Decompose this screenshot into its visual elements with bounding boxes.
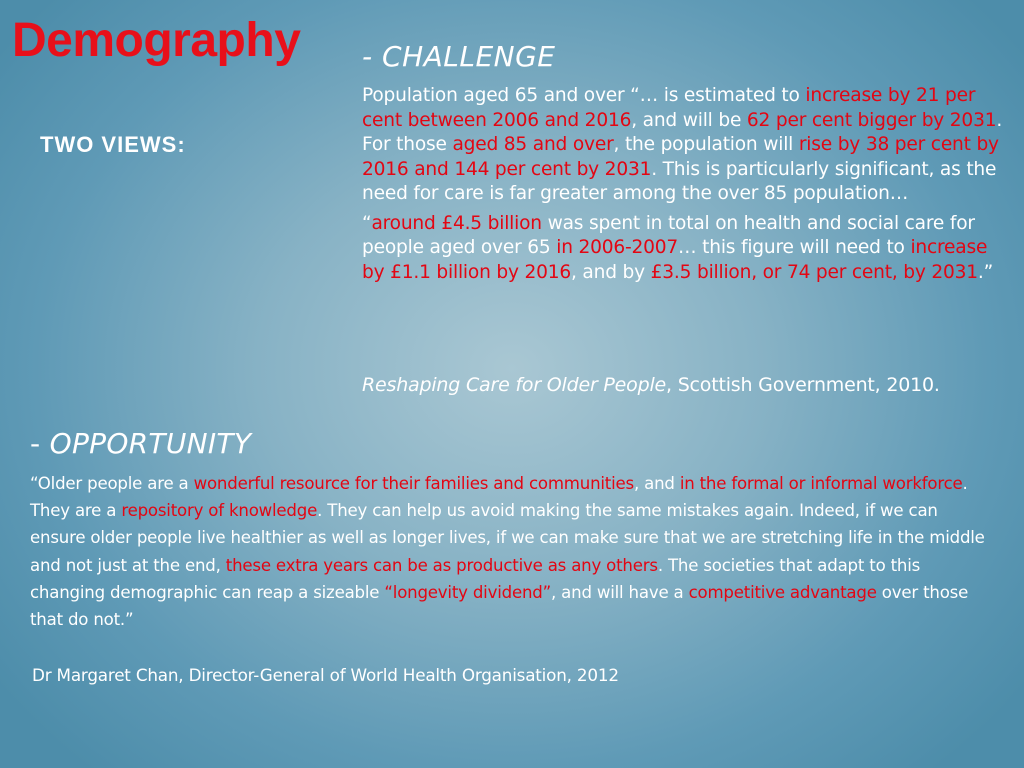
slide-subtitle: TWO VIEWS:	[40, 132, 186, 157]
challenge-heading	[362, 40, 556, 74]
text-run: .”	[977, 261, 994, 283]
highlight-run: aged 85 and over	[452, 134, 614, 155]
challenge-heading-dash: -	[362, 40, 383, 73]
source-rest: , Scottish Government, 2010.	[666, 374, 940, 396]
source-title: Reshaping Care for Older People	[362, 374, 667, 396]
highlight-run: around £4.5 billion	[371, 212, 542, 234]
highlight-run: competitive advantage	[688, 582, 877, 602]
slide-title: Demography	[12, 14, 301, 67]
text-run: . They can help us avoid making the same mistakes again. Indeed, if we can ensure older people live healthier as well as longer lives, if we can make sure that we are stretching life in the middle and not just at the end,	[30, 501, 985, 575]
highlight-run: increase by 21 per cent between 2006 and 2016	[362, 85, 976, 131]
opportunity-source: Dr Margaret Chan, Director-General of World Health Organisation, 2012	[32, 665, 619, 685]
challenge-body	[362, 84, 1012, 290]
opportunity-heading-dash: -	[30, 427, 50, 460]
challenge-paragraph-population	[362, 84, 1012, 207]
text-run: “Older people are a	[30, 474, 194, 493]
highlight-run: wonderful resource for their families and communities	[193, 474, 634, 493]
text-run: … this figure will need to	[678, 237, 911, 258]
text-run: . The societies that adapt to this changing demographic can reap a sizeable	[30, 555, 921, 602]
highlight-run: in the formal or informal workforce	[679, 474, 963, 493]
highlight-run: £3.5 billion, or 74 per cent, by 2031	[650, 261, 978, 283]
challenge-source	[362, 372, 940, 398]
highlight-run: repository of knowledge	[121, 501, 318, 521]
text-run: was spent in total on health and social care for people aged over 65	[362, 212, 975, 258]
opportunity-heading-text: OPPORTUNITY	[49, 427, 252, 460]
opportunity-heading	[30, 426, 251, 462]
text-run: . They are a	[30, 474, 968, 521]
text-run: , and will be	[631, 109, 747, 131]
challenge-paragraph-spending	[362, 212, 1012, 286]
highlight-run: these extra years can be as productive as any others	[225, 555, 658, 575]
text-run: “	[362, 212, 372, 234]
text-run: Population aged 65 and over “… is estimated to	[362, 85, 806, 106]
text-run: , the population will	[613, 134, 799, 155]
opportunity-quote	[30, 470, 995, 633]
highlight-run: 62 per cent bigger by 2031	[746, 109, 997, 131]
text-run: , and	[633, 474, 680, 493]
challenge-heading-text: CHALLENGE	[382, 40, 556, 73]
highlight-run: increase by £1.1 billion by 2016	[362, 237, 988, 283]
highlight-run: “longevity dividend”	[384, 582, 552, 602]
text-run: over those that do not.”	[30, 582, 969, 630]
text-run: , and by	[571, 261, 651, 283]
text-run: . For those	[362, 109, 1003, 155]
text-run: . This is particularly significant, as the need for care is far greater among the over 85 population…	[362, 158, 997, 204]
highlight-run: in 2006-2007	[556, 237, 679, 258]
text-run: , and will have a	[551, 582, 689, 602]
highlight-run: rise by 38 per cent by 2016 and 144 per cent by 2031	[362, 134, 999, 180]
